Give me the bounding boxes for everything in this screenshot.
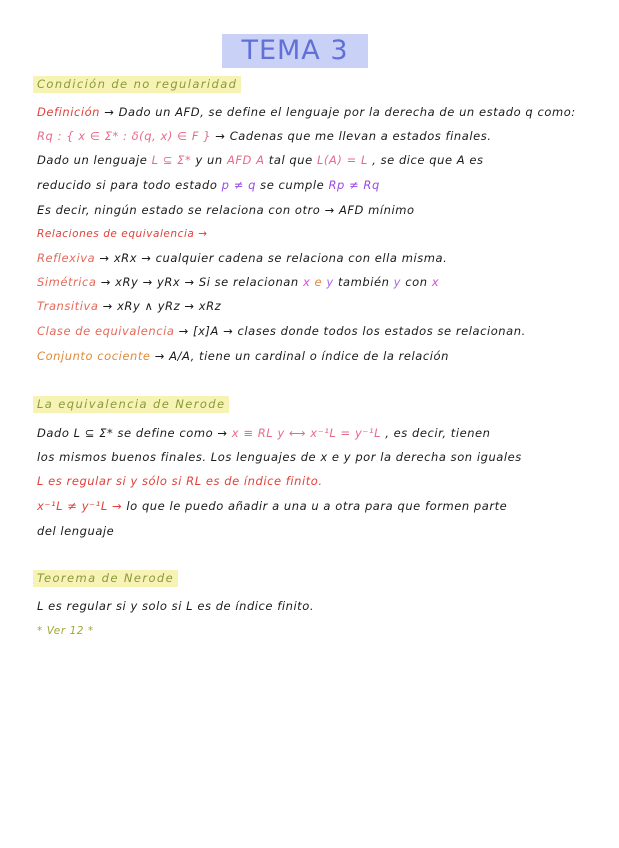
reflexiva-line [37,250,589,266]
text-fragment: y un [195,153,223,167]
inequality-arrow: x⁻¹L ≠ y⁻¹L → [37,499,123,513]
states-inequality: p ≠ q [221,178,256,192]
relaciones-heading: Relaciones de equivalencia → [37,228,208,240]
conjunto-text: → A/A, tiene un cardinal o índice de la relación [154,349,449,363]
clase-text: → [x]A → clases donde todos los estados se relacionan. [178,324,526,338]
heading-nerode-theorem: Teorema de Nerode [33,570,178,587]
rq-formula: Rq : { x ∈ Σ* : δ(q, x) ∈ F } [37,129,212,143]
conjunto-label: Conjunto cociente [37,349,151,363]
nerode-line-1 [37,425,589,441]
text-fragment: reducido si para todo estado [37,178,218,192]
simetrica-label: Simétrica [37,275,97,289]
language-equation: L(A) = L [316,153,368,167]
var-y: y [393,275,402,289]
language-symbol: L ⊆ Σ* [151,153,192,167]
reflexiva-text: → xRx → cualquier cadena se relaciona con ella misma. [99,251,448,265]
definition-text: → Dado un AFD, se define el lenguaje por la derecha de un estado q como: [104,105,576,119]
reduced-line-2 [37,177,589,193]
conjunto-line [37,348,589,364]
text-fragment: tal que [268,153,313,167]
clase-line [37,323,589,339]
text-fragment: lo que le puedo añadir a una u a otra para que formen parte [126,499,508,513]
automaton-symbol: AFD A [226,153,265,167]
nerode-line-5: del lenguaje [37,524,115,538]
transitiva-text: → xRy ∧ yRz → xRz [102,299,222,313]
transitiva-label: Transitiva [37,299,99,313]
page-title: TEMA 3 [222,34,368,68]
simetrica-line [37,274,589,290]
clase-label: Clase de equivalencia [37,324,175,338]
nerode-line-4 [37,498,589,514]
reduced-line-1 [37,152,589,168]
text-fragment: Dado L ⊆ Σ* se define como → [37,426,228,440]
rq-text: → Cadenas que me llevan a estados finales. [215,129,492,143]
text-fragment: → xRy → yRx → Si se relacionan [100,275,299,289]
text-fragment: con [405,275,428,289]
var-x: x [302,275,311,289]
nerode-line-3: L es regular si y sólo si RL es de índice finito. [37,474,323,488]
text-fragment: , es decir, tienen [385,426,491,440]
definition-label: Definición [37,105,100,119]
theorem-line: L es regular si y solo si L es de índice finito. [37,599,315,613]
text-fragment: también [337,275,390,289]
definition-line [37,104,589,120]
text-fragment: , se dice que A es [372,153,484,167]
rq-line [37,128,589,144]
nerode-relation: x ≡ RL y ⟷ x⁻¹L = y⁻¹L [231,426,382,440]
var-x: x [431,275,440,289]
nerode-line-2: los mismos buenos finales. Los lenguajes de x e y por la derecha son iguales [37,450,522,464]
var-y: y [326,275,334,289]
text-fragment: e [314,275,323,289]
afd-minimo-line: Es decir, ningún estado se relaciona con otro → AFD mínimo [37,203,415,217]
note-line: * Ver 12 * [37,625,94,637]
text-fragment: Dado un lenguaje [37,153,148,167]
transitiva-line [37,298,589,314]
text-fragment: se cumple [260,178,325,192]
right-language-inequality: Rp ≠ Rq [328,178,380,192]
heading-nerode-equivalence: La equivalencia de Nerode [33,396,229,413]
heading-no-regularidad: Condición de no regularidad [33,76,241,93]
reflexiva-label: Reflexiva [37,251,96,265]
